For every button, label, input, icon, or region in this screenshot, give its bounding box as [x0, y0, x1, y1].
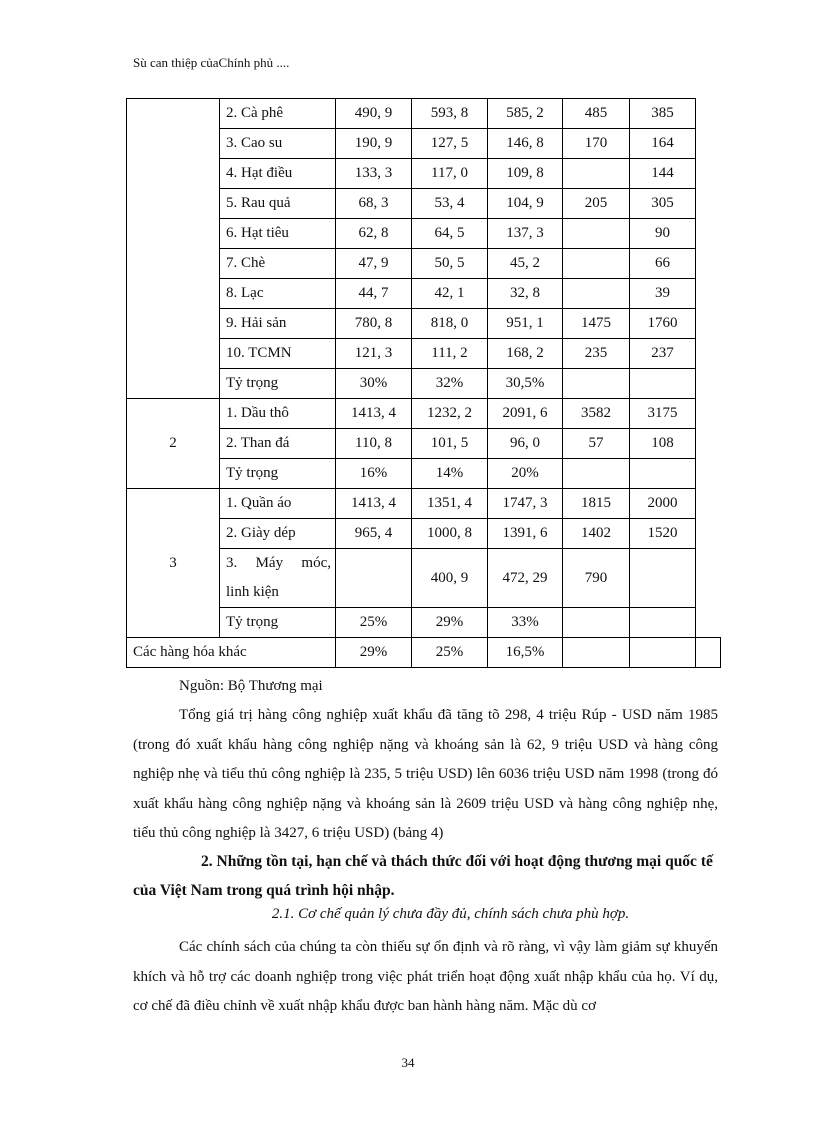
value-cell: 2091, 6	[488, 399, 563, 429]
section-heading: 2. Những tồn tại, hạn chế và thách thức đối với hoạt động thương mại quốc tế của Việt Nam trong quá trình hội nhập.	[133, 853, 713, 899]
value-cell	[630, 549, 696, 608]
group-label-cell	[127, 99, 220, 399]
value-cell: 14%	[412, 459, 488, 489]
value-cell: 47, 9	[336, 249, 412, 279]
value-cell: 20%	[488, 459, 563, 489]
table-row-other	[127, 638, 721, 668]
item-cell: 6. Hạt tiêu	[220, 219, 336, 249]
value-cell: 164	[630, 129, 696, 159]
value-cell: 90	[630, 219, 696, 249]
value-cell: 66	[630, 249, 696, 279]
value-cell: 170	[563, 129, 630, 159]
value-cell	[563, 638, 630, 668]
value-cell: 16%	[336, 459, 412, 489]
value-cell: 104, 9	[488, 189, 563, 219]
value-cell: 472, 29	[488, 549, 563, 608]
value-cell: 32, 8	[488, 279, 563, 309]
spacer-cell	[696, 638, 721, 668]
value-cell: 235	[563, 339, 630, 369]
value-cell: 1402	[563, 519, 630, 549]
value-cell: 490, 9	[336, 99, 412, 129]
value-cell: 385	[630, 99, 696, 129]
item-cell: 4. Hạt điều	[220, 159, 336, 189]
subsection-heading: 2.1. Cơ chế quản lý chưa đầy đủ, chính sách chưa phù hợp.	[271, 906, 630, 922]
item-cell: Tỷ trọng	[220, 459, 336, 489]
value-cell: 1232, 2	[412, 399, 488, 429]
item-cell: 9. Hải sản	[220, 309, 336, 339]
value-cell: 585, 2	[488, 99, 563, 129]
value-cell: 790	[563, 549, 630, 608]
value-cell	[563, 279, 630, 309]
value-cell: 190, 9	[336, 129, 412, 159]
value-cell: 121, 3	[336, 339, 412, 369]
value-cell: 485	[563, 99, 630, 129]
table-row	[127, 399, 721, 429]
item-cell: 2. Than đá	[220, 429, 336, 459]
value-cell: 1475	[563, 309, 630, 339]
value-cell: 1520	[630, 519, 696, 549]
value-cell: 3582	[563, 399, 630, 429]
item-line-2: linh kiện	[226, 584, 279, 600]
item-cell: 1. Quần áo	[220, 489, 336, 519]
item-cell: Tỷ trọng	[220, 369, 336, 399]
value-cell: 951, 1	[488, 309, 563, 339]
value-cell: 965, 4	[336, 519, 412, 549]
value-cell: 64, 5	[412, 219, 488, 249]
value-cell	[630, 608, 696, 638]
value-cell: 50, 5	[412, 249, 488, 279]
item-cell: 2. Cà phê	[220, 99, 336, 129]
export-table	[126, 98, 721, 668]
value-cell: 1815	[563, 489, 630, 519]
value-cell: 32%	[412, 369, 488, 399]
value-cell: 1413, 4	[336, 489, 412, 519]
page-number: 34	[401, 1055, 415, 1070]
value-cell: 29%	[336, 638, 412, 668]
value-cell	[563, 219, 630, 249]
running-header: Sù can thiệp củaChính phủ ....	[133, 55, 290, 70]
spacer-cell	[696, 99, 721, 638]
value-cell: 780, 8	[336, 309, 412, 339]
paragraph-2: Các chính sách của chúng ta còn thiếu sự ổn định và rõ ràng, vì vậy làm giảm sự khuyến khích và hỗ trợ các doanh nghiệp trong việc phát triển hoạt động xuất nhập khẩu của họ. Ví dụ, cơ chế đã điều chỉnh về xuất nhập khẩu được ban hành hàng năm. Mặc dù cơ	[133, 939, 718, 1014]
value-cell	[563, 608, 630, 638]
item-cell	[220, 549, 336, 608]
table-row	[127, 489, 721, 519]
value-cell	[563, 249, 630, 279]
value-cell: 33%	[488, 608, 563, 638]
value-cell: 168, 2	[488, 339, 563, 369]
value-cell: 25%	[336, 608, 412, 638]
value-cell: 25%	[412, 638, 488, 668]
table-source: Nguồn: Bộ Thương mại	[179, 678, 323, 694]
value-cell: 137, 3	[488, 219, 563, 249]
item-cell: 2. Giày dép	[220, 519, 336, 549]
item-cell: 8. Lạc	[220, 279, 336, 309]
value-cell: 53, 4	[412, 189, 488, 219]
value-cell: 1760	[630, 309, 696, 339]
value-cell: 3175	[630, 399, 696, 429]
value-cell: 1351, 4	[412, 489, 488, 519]
paragraph-1: Tổng giá trị hàng công nghiệp xuất khẩu đã tăng tõ 298, 4 triệu Rúp - USD năm 1985 (trong đó xuất khẩu hàng công nghiệp nặng và khoáng sản là 62, 9 triệu USD và hàng công nghiệp nhẹ và tiểu thủ công nghiệp là 235, 5 triệu USD) lên 6036 triệu USD năm 1998 (trong đó xuất khẩu hàng công nghiệp nặng và khoáng sản là 2609 triệu USD và hàng công nghiệp nhẹ, tiểu thủ công nghiệp là 3427, 6 triệu USD) (bảng 4)	[133, 707, 718, 841]
value-cell: 593, 8	[412, 99, 488, 129]
item-cell: 7. Chè	[220, 249, 336, 279]
value-cell: 96, 0	[488, 429, 563, 459]
value-cell: 1000, 8	[412, 519, 488, 549]
value-cell: 44, 7	[336, 279, 412, 309]
value-cell: 108	[630, 429, 696, 459]
value-cell: 127, 5	[412, 129, 488, 159]
value-cell	[336, 549, 412, 608]
item-cell: 10. TCMN	[220, 339, 336, 369]
item-cell: 3. Cao su	[220, 129, 336, 159]
value-cell: 2000	[630, 489, 696, 519]
group-label-cell: 3	[127, 489, 220, 638]
value-cell: 30%	[336, 369, 412, 399]
value-cell: 16,5%	[488, 638, 563, 668]
value-cell: 144	[630, 159, 696, 189]
item-line-1: 3. Máy móc,	[226, 555, 331, 571]
item-cell: Tỷ trọng	[220, 608, 336, 638]
value-cell: 305	[630, 189, 696, 219]
item-cell: 1. Dầu thô	[220, 399, 336, 429]
value-cell: 1413, 4	[336, 399, 412, 429]
value-cell: 30,5%	[488, 369, 563, 399]
value-cell: 400, 9	[412, 549, 488, 608]
value-cell: 109, 8	[488, 159, 563, 189]
value-cell: 57	[563, 429, 630, 459]
item-cell: 5. Rau quả	[220, 189, 336, 219]
other-goods-label: Các hàng hóa khác	[127, 638, 336, 668]
value-cell: 110, 8	[336, 429, 412, 459]
value-cell: 1391, 6	[488, 519, 563, 549]
value-cell: 62, 8	[336, 219, 412, 249]
value-cell: 205	[563, 189, 630, 219]
value-cell	[563, 159, 630, 189]
value-cell: 133, 3	[336, 159, 412, 189]
value-cell	[563, 369, 630, 399]
value-cell: 68, 3	[336, 189, 412, 219]
value-cell	[630, 459, 696, 489]
value-cell: 45, 2	[488, 249, 563, 279]
value-cell	[630, 369, 696, 399]
value-cell: 146, 8	[488, 129, 563, 159]
value-cell: 29%	[412, 608, 488, 638]
value-cell: 818, 0	[412, 309, 488, 339]
value-cell	[563, 459, 630, 489]
value-cell	[630, 638, 696, 668]
group-label-cell: 2	[127, 399, 220, 489]
value-cell: 111, 2	[412, 339, 488, 369]
value-cell: 237	[630, 339, 696, 369]
value-cell: 1747, 3	[488, 489, 563, 519]
value-cell: 101, 5	[412, 429, 488, 459]
value-cell: 39	[630, 279, 696, 309]
value-cell: 117, 0	[412, 159, 488, 189]
table-row	[127, 99, 721, 129]
value-cell: 42, 1	[412, 279, 488, 309]
